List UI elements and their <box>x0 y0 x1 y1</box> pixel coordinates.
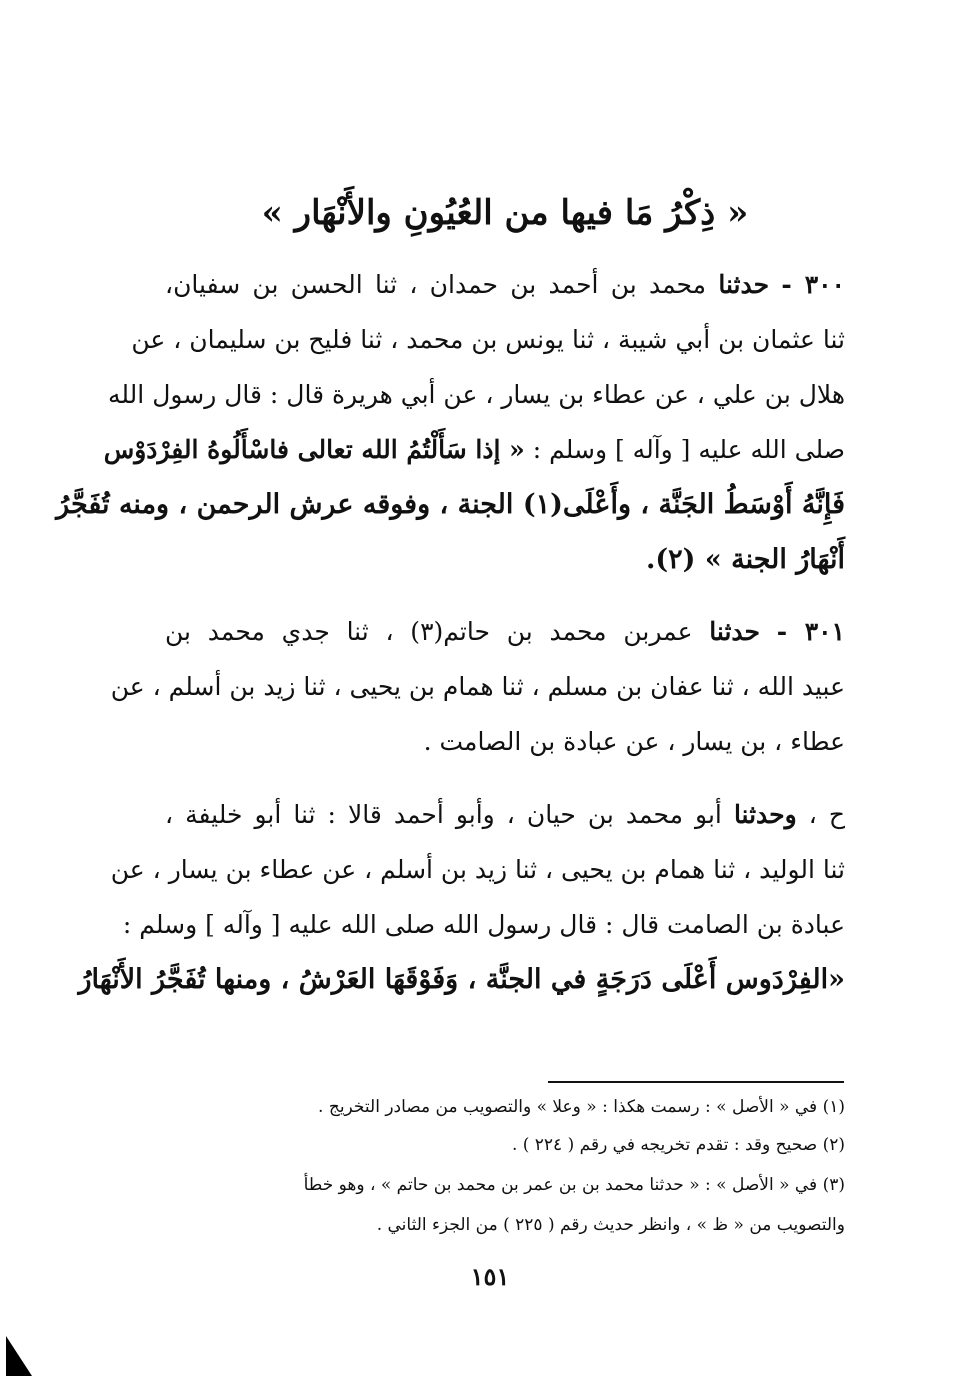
hadith-301-lead: حدثنا <box>709 617 760 646</box>
hadith-301-line-1 <box>165 612 845 652</box>
hadith-301-number: ٣٠١ - <box>776 617 845 646</box>
footnote-3-continued: والتصويب من « ظ » ، وانظر حديث رقم ( ٢٢٥ ) من الجزء الثاني . <box>376 1215 845 1235</box>
hadith-301-text: عمربن محمد بن حاتم(٣) ، ثنا جدي محمد بن <box>165 617 693 646</box>
hadith-301b-line-4: «الفِرْدَوس أَعْلَى دَرَجَةٍ في الجنَّة ، وَفَوْقَهَا العَرْشُ ، ومنها تُفَجَّرُ الأَنْهَارُ <box>78 964 845 995</box>
hadith-300-matn: « إذا سَأَلْتُمُ الله تعالى فاسْأَلُوهُ الفِرْدَوْس <box>103 435 525 464</box>
hadith-300-line-1 <box>165 265 845 305</box>
hadith-300-number: ٣٠٠ - <box>781 270 845 299</box>
hadith-300-lead: حدثنا <box>718 270 770 299</box>
hadith-301-line-3: عطاء ، بن يسار ، عن عبادة بن الصامت . <box>423 727 845 756</box>
hadith-300-line-6: أَنْهَارُ الجنة » (٢). <box>645 544 845 575</box>
hadith-301b-line-1 <box>165 795 845 835</box>
hadith-300-line-2: ثنا عثمان بن أبي شيبة ، ثنا يونس بن محمد ، ثنا فليح بن سليمان ، عن <box>131 325 845 354</box>
tahwil-marker: ح ، <box>808 800 846 829</box>
hadith-301b-text: أبو محمد بن حيان ، وأبو أحمد قالا : ثنا أبو خليفة ، <box>165 800 722 829</box>
hadith-301-line-2: عبيد الله ، ثنا عفان بن مسلم ، ثنا همام بن يحيى ، ثنا زيد بن أسلم ، عن <box>110 672 845 701</box>
footnote-3: (٣) في « الأصل » : « حدثنا محمد بن بن عمر بن محمد بن حاتم » ، وهو خطأ <box>303 1175 845 1195</box>
hadith-300-text: صلى الله عليه [ وآله ] وسلم : <box>532 435 845 464</box>
footnote-separator <box>548 1081 844 1083</box>
section-heading: « ذِكْرُ مَا فيها من العُيُونِ والأَنْهَار » <box>261 193 749 233</box>
footnote-1: (١) في « الأصل » : رسمت هكذا : « وعلا » والتصويب من مصادر التخريج . <box>318 1097 845 1117</box>
hadith-300-line-3: هلال بن علي ، عن عطاء بن يسار ، عن أبي هريرة قال : قال رسول الله <box>108 380 845 409</box>
hadith-301b-line-3: عبادة بن الصامت قال : قال رسول الله صلى الله عليه [ وآله ] وسلم : <box>122 910 845 939</box>
footnote-2: (٢) صحيح وقد : تقدم تخريجه في رقم ( ٢٢٤ ) . <box>511 1135 845 1155</box>
corner-triangle-mark <box>6 1336 32 1376</box>
hadith-300-line-5: فَإِنَّهُ أَوْسَطُ الجَنَّة ، وأَعْلَى(١) الجنة ، وفوقه عرش الرحمن ، ومنه تُفَجَّرُ <box>56 489 845 520</box>
hadith-301b-line-2: ثنا الوليد ، ثنا همام بن يحيى ، ثنا زيد بن أسلم ، عن عطاء بن يسار ، عن <box>110 855 845 884</box>
hadith-301b-lead: وحدثنا <box>733 800 797 829</box>
hadith-300-text: محمد بن أحمد بن حمدان ، ثنا الحسن بن سفيان، <box>165 270 707 299</box>
page-number: ١٥١ <box>470 1262 510 1291</box>
hadith-300-line-4 <box>103 430 845 470</box>
